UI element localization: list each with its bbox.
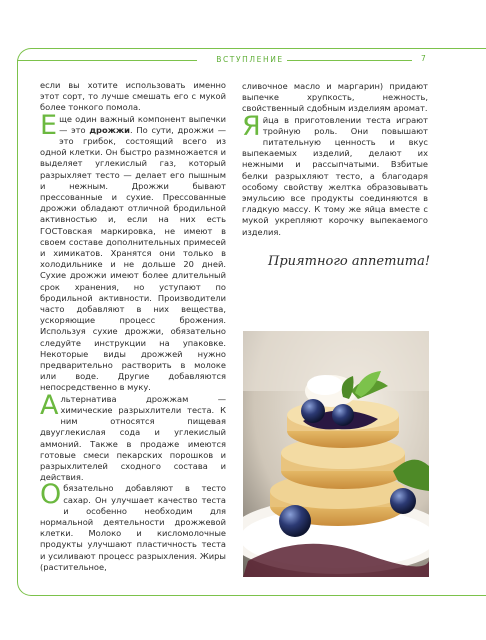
paragraph-eggs-text: йца в приготовлении теста играют тройную роль. Они повышают питательную ценность и вкус выпекаемых изделий, делают их нежными и рассыпчатыми. Взбитые белки разрыхляют тесто, а благодаря особому свойству желтка образовывать эмульсию все продукты соединяются в гладкую массу. К тому же яйца вместе с мукой укрепляют корочку выпекаемого изделия. <box>242 114 428 237</box>
paragraph-sugar <box>40 479 226 573</box>
section-title: ВСТУПЛЕНИЕ <box>216 55 284 64</box>
header-rule-right <box>287 60 412 61</box>
drop-cap: Е <box>40 109 58 141</box>
syrniki-illustration <box>243 331 429 577</box>
paragraph-fats: сливочное масло и маргарин) придают выпечке хрупкость, нежность, свойственный сдобным изделиям аромат. <box>242 81 428 114</box>
right-column <box>242 81 428 238</box>
paragraph-yeast-text-b: . По сути, дрожжи — это грибок, состоящий всего из одной клетки. Он быстро размножается и выделяет углекислый газ, который разрыхляет тесто — делает его пышным и нежным. Дрожжи бывают прессованные и сухие. Прессованные дрожжи обладают отличной бродильной активностью и, если на них есть ГОСТовская маркировка, не имеют в своем составе дополнительных примесей и химикатов. Хранятся они только в холодильнике и не дольше 20 дней. Сухие дрожжи имеют более длительный срок хранения, но уступают по бродильной активности. Производители часто добавляют в них вещества, ускоряющие процесс брожения. Используя сухие дрожжи, обязательно следуйте инструкции на упаковке. Некоторые виды дрожжей нужно предварительно растворить в молоке или воде. Другие добавляются непосредственно в муку. <box>40 124 226 393</box>
drop-cap: А <box>40 389 59 421</box>
left-column <box>40 80 226 573</box>
paragraph-leavening-text: льтернатива дрожжам — химические разрыхлители теста. К ним относятся пищевая двууглекислая сода и углекислый аммоний. Также в продаже имеются готовые смеси пекарских порошков и разрыхлителей сходного состава и действия. <box>40 393 226 483</box>
drop-cap: Я <box>242 110 261 142</box>
paragraph-flour: если вы хотите использовать именно этот сорт, то лучше смешать его с мукой более тонкого помола. <box>40 80 226 113</box>
keyword-yeast: дрожжи <box>89 124 130 135</box>
paragraph-yeast <box>40 109 226 394</box>
header-rule-left <box>17 60 197 61</box>
drop-cap: О <box>40 479 62 511</box>
paragraph-yeast-text-a: ще один важный компонент выпечки — это <box>59 113 226 135</box>
paragraph-sugar-text: бязательно добавляют в тесто сахар. Он улучшает качество теста и особенно необходим для нормальной деятельности дрожжевой клетки. Молоко и кисломолочные продукты улучшают пластичность теста и усиливают процесс разрыхления. Жиры (растительное, <box>40 483 226 572</box>
paragraph-leavening <box>40 389 226 484</box>
page-number: 7 <box>421 54 426 63</box>
closing-wish: Приятного аппетита! <box>268 254 431 269</box>
syrniki-photo <box>243 331 429 577</box>
paragraph-eggs <box>242 110 428 238</box>
page-header <box>0 55 486 71</box>
